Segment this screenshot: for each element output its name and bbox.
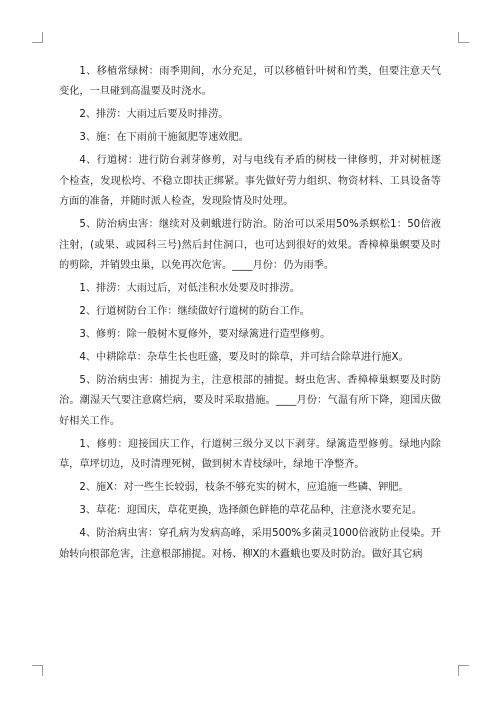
corner-mark-bottom-left bbox=[32, 665, 43, 676]
paragraph: 5、防治病虫害：继续对及刺蛾进行防治。防治可以采用50%杀螟松1：50倍液注射，(或果、或园科三号)然后封住洞口，也可达到很好的效果。香樟樟巢螟要及时的剪除，并销毁虫巢，以免再次危害。____月份：仍为雨季。 bbox=[59, 219, 441, 272]
corner-mark-top-right bbox=[458, 32, 469, 43]
paragraph: 4、中耕除草：杂草生长也旺盛，要及时的除草，并可结合除草进行施X。 bbox=[79, 352, 409, 364]
paragraph: 1、排涝：大雨过后，对低洼积水处要及时排涝。 bbox=[79, 283, 300, 295]
paragraph: 4、行道树：进行防台剥芽修剪，对与电线有矛盾的树枝一律修剪，并对树桩逐个检查，发现松垮、不稳立即扶正绑紧。事先做好劳力组织、物资材料、工具设备等方面的准备，并随时派人检查，发现险情及时处理。 bbox=[59, 155, 441, 208]
paragraph: 2、排涝：大雨过后要及时排涝。 bbox=[79, 109, 229, 121]
corner-mark-bottom-right bbox=[458, 665, 469, 676]
document-body bbox=[59, 62, 441, 568]
paragraph: 3、修剪：除一般树木夏修外，要对绿篱进行造型修剪。 bbox=[79, 329, 331, 341]
paragraph: 1、修剪：迎接国庆工作，行道树三级分叉以下剥芽。绿篱造型修剪。绿地内除草，草坪切边，及时清理死树，做到树木青枝绿叶，绿地干净整齐。 bbox=[59, 438, 441, 471]
paragraph: 4、防治病虫害：穿孔病为发病高峰，采用500%多菌灵1000倍液防止侵染。开始转向根部危害，注意根部捕捉。对杨、柳X的木蠹蛾也要及时防治。做好其它病 bbox=[59, 528, 441, 560]
paragraph: 3、草花：迎国庆，草花更换，选择颜色鲜艳的草花品种，注意浇水要充足。 bbox=[79, 505, 423, 517]
paragraph: 5、防治病虫害：捕捉为主，注意根部的捕捉。蚜虫危害、香樟樟巢螟要及时防治。潮湿天气要注意腐烂病，要及时采取措施。____月份：气温有所下降，迎国庆做好相关工作。 bbox=[59, 375, 441, 427]
paragraph: 1、移植常绿树：雨季期间，水分充足，可以移植针叶树和竹类，但要注意天气变化，一旦碰到高温要及时浇水。 bbox=[59, 66, 441, 98]
paragraph: 2、行道树防台工作：继续做好行道树的防台工作。 bbox=[79, 306, 310, 318]
paragraph: 2、施X：对一些生长较弱，枝条不够充实的树木，应追施一些磷、钾肥。 bbox=[79, 482, 409, 494]
paragraph: 3、施：在下雨前干施氮肥等速效肥。 bbox=[79, 132, 249, 144]
corner-mark-top-left bbox=[32, 32, 43, 43]
